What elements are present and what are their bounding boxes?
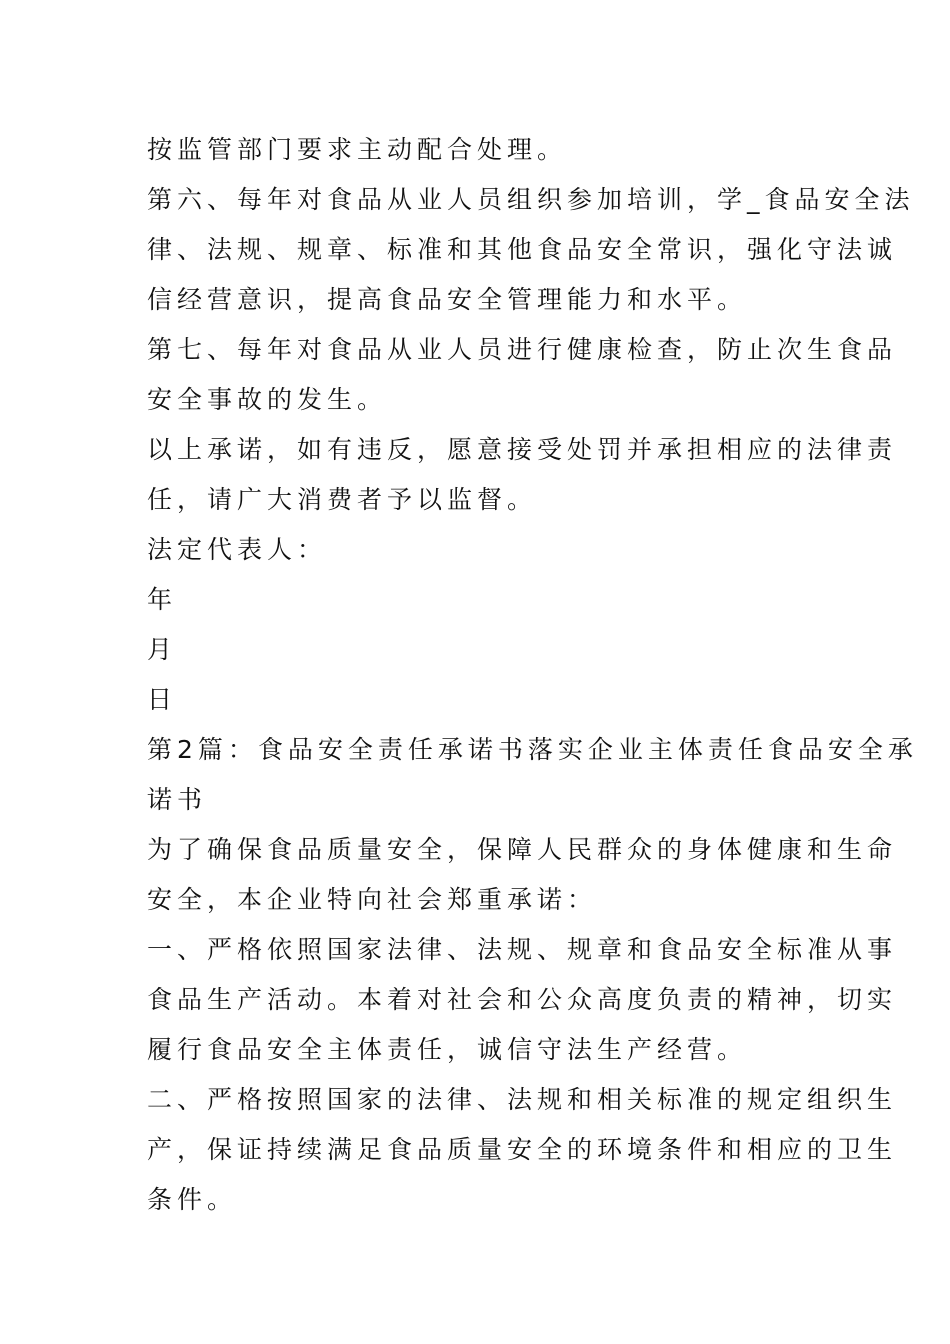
- text-line: 一、严格依照国家法律、法规、规章和食品安全标准从事: [147, 935, 898, 964]
- text-line: 二、严格按照国家的法律、法规和相关标准的规定组织生: [147, 1085, 898, 1114]
- text-line: 月: [147, 635, 178, 664]
- text-line: 律、法规、规章、标准和其他食品安全常识，强化守法诚: [147, 235, 898, 264]
- text-line: 为了确保食品质量安全，保障人民群众的身体健康和生命: [147, 835, 898, 864]
- text-line: 条件。: [147, 1185, 238, 1214]
- text-line: 信经营意识，提高食品安全管理能力和水平。: [147, 285, 748, 314]
- text-line: 第七、每年对食品从业人员进行健康检查，防止次生食品: [147, 335, 898, 364]
- text-line: 以上承诺，如有违反，愿意接受处罚并承担相应的法律责: [147, 435, 898, 464]
- section-title-line: 第2篇：食品安全责任承诺书落实企业主体责任食品安全承: [147, 735, 918, 764]
- text-line: 安全，本企业特向社会郑重承诺：: [147, 885, 598, 914]
- text-line: 安全事故的发生。: [147, 385, 388, 414]
- text-line: 按监管部门要求主动配合处理。: [147, 135, 568, 164]
- text-line: 食品生产活动。本着对社会和公众高度负责的精神，切实: [147, 985, 898, 1014]
- text-line: 年: [147, 585, 178, 614]
- text-line: 履行食品安全主体责任，诚信守法生产经营。: [147, 1035, 748, 1064]
- text-line: 法定代表人：: [147, 535, 328, 564]
- text-line: 任，请广大消费者予以监督。: [147, 485, 538, 514]
- text-line: 产，保证持续满足食品质量安全的环境条件和相应的卫生: [147, 1135, 898, 1164]
- section-title-line: 诺书: [147, 785, 208, 814]
- text-line: 第六、每年对食品从业人员组织参加培训，学_食品安全法: [147, 185, 915, 214]
- text-line: 日: [147, 685, 178, 714]
